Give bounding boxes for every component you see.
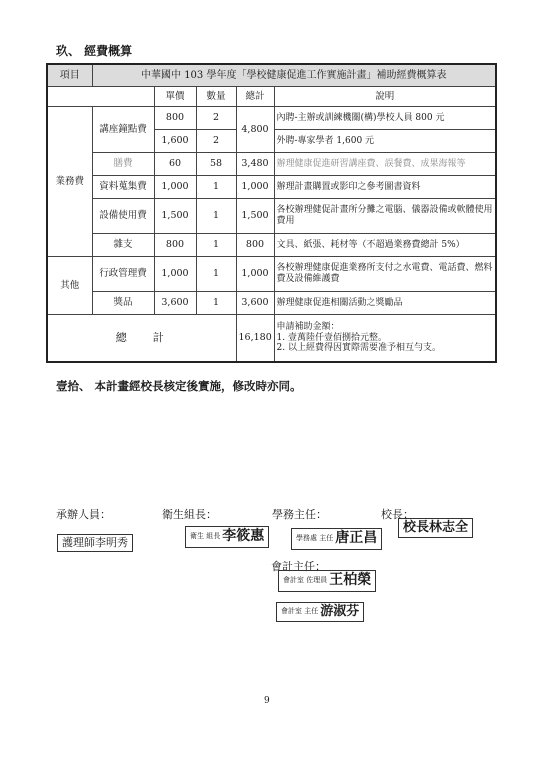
- table-row: [47, 257, 496, 292]
- row-qty: 1: [196, 292, 236, 315]
- table-title-row: [47, 64, 496, 87]
- row-price: 1,500: [154, 199, 196, 234]
- row-qty: 58: [196, 153, 236, 176]
- column-header-row: [47, 87, 496, 107]
- col-header-price: 單價: [154, 87, 196, 107]
- accounting-stamp: 會計室 佐理員 王柏榮: [278, 570, 376, 592]
- row-qty: 1: [196, 234, 236, 257]
- row-qty: 1: [196, 199, 236, 234]
- total-value: 16,180: [236, 315, 274, 363]
- row-total: 3,480: [236, 153, 274, 176]
- health-leader-label: 衛生組長：: [162, 508, 217, 521]
- notes-line: 2. 以上經費得因實際需要准予相互勻支。: [276, 343, 441, 354]
- total-notes: [274, 315, 496, 363]
- row-desc: 辦理健康促進研習講座費、誤餐費、成果海報等: [274, 153, 496, 176]
- row-total: 800: [236, 234, 274, 257]
- row-total: 1,500: [236, 199, 274, 234]
- row-price: 800: [154, 234, 196, 257]
- item-header: 項目: [47, 64, 92, 87]
- section-ten: 壹拾、 本計畫經校長核定後實施，修改時亦同。: [56, 379, 302, 393]
- row-price: 1,000: [154, 176, 196, 199]
- notes-line: 1. 壹萬陸仟壹佰捌拾元整。: [276, 332, 387, 343]
- row-qty: 2: [196, 107, 236, 130]
- notes-line: 申請補助金額：: [276, 321, 340, 332]
- row-total: 1,000: [236, 257, 274, 292]
- handler-label: 承辦人員：: [56, 508, 111, 521]
- row-qty: 1: [196, 176, 236, 199]
- row-desc: 各校辦理健康促進業務所支付之水電費、電話費、燃料費及設備維護費: [274, 257, 496, 292]
- table-row: [47, 176, 496, 199]
- page-number: 9: [264, 696, 270, 706]
- accounting2-stamp: 會計室 主任 游淑芬: [276, 602, 364, 622]
- row-price: 3,600: [154, 292, 196, 315]
- row-desc: 文具、紙張、耗材等（不超過業務費總計 5%）: [274, 234, 496, 257]
- col-header-total: 總計: [236, 87, 274, 107]
- table-row: [47, 153, 496, 176]
- academic-director-stamp: 學務處 主任 唐正昌: [291, 528, 382, 550]
- total-row: [47, 315, 496, 363]
- col-header-desc: 說明: [274, 87, 496, 107]
- principal-label: 校長：: [381, 508, 414, 521]
- table-title: 中華國中 103 學年度「學校健康促進工作實施計畫」補助經費概算表: [92, 64, 496, 87]
- row-price: 1,000: [154, 257, 196, 292]
- row-name: 行政管理費: [92, 257, 154, 292]
- row-desc: 辦理計畫購置或影印之參考圖書資料: [274, 176, 496, 199]
- row-total: 3,600: [236, 292, 274, 315]
- row-qty: 1: [196, 257, 236, 292]
- row-desc: 各校辦理健促計畫所分攤之電腦、儀器設備或軟體使用費用: [274, 199, 496, 234]
- row-name: 設備使用費: [92, 199, 154, 234]
- total-label: 總計: [47, 315, 236, 363]
- row-total: 4,800: [236, 107, 274, 153]
- table-row: [47, 292, 496, 315]
- row-name: 資料蒐集費: [92, 176, 154, 199]
- row-qty: 2: [196, 130, 236, 153]
- table-row: [47, 234, 496, 257]
- row-price: 1,600: [154, 130, 196, 153]
- health-leader-stamp: 衛生 組長 李筱惠: [185, 526, 269, 548]
- group-business: 業務費: [47, 107, 92, 257]
- accounting-label: 會計主任：: [271, 560, 326, 573]
- col-header-qty: 數量: [196, 87, 236, 107]
- group-other: 其他: [47, 257, 92, 315]
- row-name: 講座鐘點費: [92, 107, 154, 153]
- academic-director-label: 學務主任：: [272, 508, 327, 521]
- row-name: 膳費: [92, 153, 154, 176]
- row-desc: 內聘-主辦或訓練機關(構)學校人員 800 元: [274, 107, 496, 130]
- row-name: 雜支: [92, 234, 154, 257]
- section-heading: 玖、 經費概算: [56, 44, 133, 58]
- table-row: [47, 199, 496, 234]
- budget-table: [46, 63, 497, 363]
- row-name: 獎品: [92, 292, 154, 315]
- handler-stamp: 護理師李明秀: [57, 534, 133, 552]
- principal-stamp: 校長林志全: [398, 518, 473, 538]
- row-desc: 辦理健康促進相關活動之獎勵品: [274, 292, 496, 315]
- row-total: 1,000: [236, 176, 274, 199]
- row-desc: 外聘-專家學者 1,600 元: [274, 130, 496, 153]
- row-price: 60: [154, 153, 196, 176]
- table-row: [47, 107, 496, 130]
- row-price: 800: [154, 107, 196, 130]
